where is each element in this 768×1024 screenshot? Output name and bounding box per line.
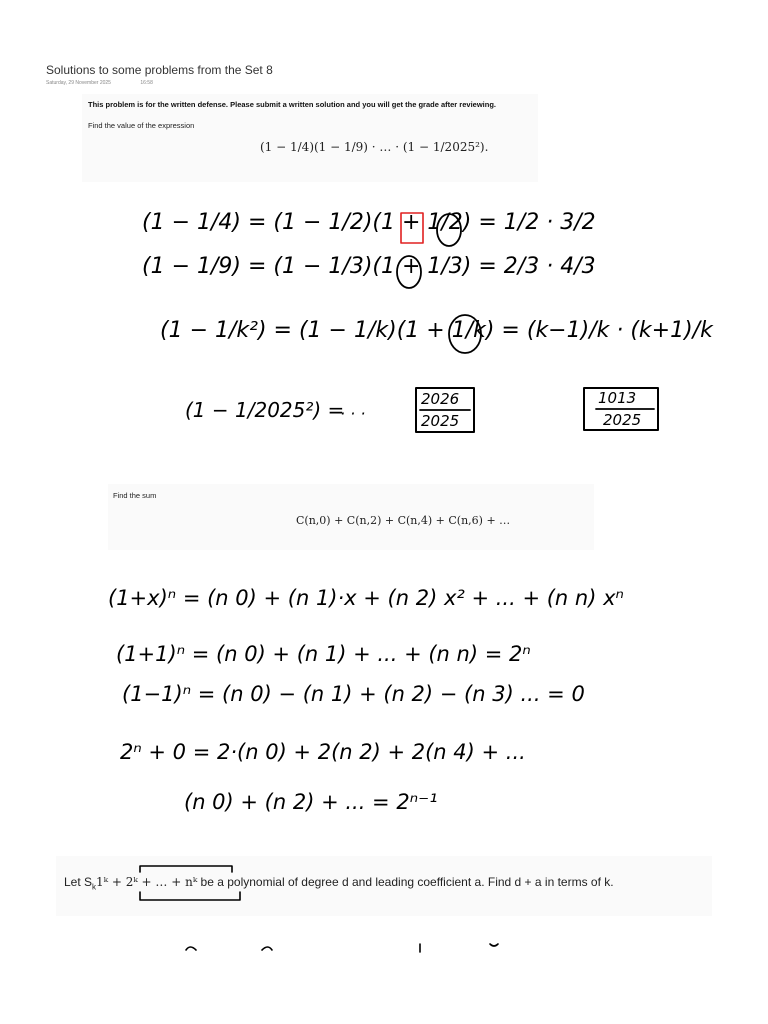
problem3-sub: k — [92, 882, 97, 892]
fraction1-denominator: 2025 — [421, 412, 460, 430]
hw1-line1: (1 − 1/4) = (1 − 1/2)(1 + 1/2) = 1/2 · 3/2 — [142, 210, 596, 235]
page-title: Solutions to some problems from the Set 8 — [46, 63, 273, 77]
hw1-line2: (1 − 1/9) = (1 − 1/3)(1 + 1/3) = 2/3 · 4/3 — [142, 254, 596, 279]
fraction2-numerator: 1013 — [598, 389, 637, 407]
problem3-sum: 1ᵏ + 2ᵏ + … + nᵏ — [96, 875, 198, 889]
fraction1-numerator: 2026 — [421, 390, 460, 408]
problem2-prompt: Find the sum — [113, 491, 157, 500]
problem1-prompt: Find the value of the expression — [88, 121, 195, 130]
hw2-line4: 2ⁿ + 0 = 2·(n 0) + 2(n 2) + 2(n 4) + ... — [120, 740, 526, 764]
problem3-prefix: Let S — [64, 875, 93, 889]
fraction2-denominator: 2025 — [603, 411, 642, 429]
hw2-line5: (n 0) + (n 2) + ... = 2ⁿ⁻¹ — [184, 790, 438, 814]
problem2-expression: C(n,0) + C(n,2) + C(n,4) + C(n,6) + … — [296, 514, 511, 527]
note-time: 16:58 — [140, 80, 153, 86]
hw2-line1: (1+x)ⁿ = (n 0) + (n 1)·x + (n 2) x² + ... + (n n) xⁿ — [108, 586, 624, 610]
note-date: Saturday, 29 November 2025 — [46, 80, 111, 86]
problem1-expression: (1 − 1/4)(1 − 1/9) · … · (1 − 1/2025²). — [260, 140, 489, 154]
problem3-rest: be a polynomial of degree d and leading coefficient a. Find d + a in terms of k. — [197, 875, 614, 889]
hw1-line3: (1 − 1/k²) = (1 − 1/k)(1 + 1/k) = (k−1)/k · (k+1)/k — [160, 318, 713, 343]
hw2-line2: (1+1)ⁿ = (n 0) + (n 1) + ... + (n n) = 2ⁿ — [116, 642, 531, 666]
hw2-line3: (1−1)ⁿ = (n 0) − (n 1) + (n 2) − (n 3) ... = 0 — [122, 682, 585, 706]
problem1-instruction: This problem is for the written defense. Please submit a written solution and you will get the grade after reviewing. — [88, 100, 496, 109]
hw1-line4-left: (1 − 1/2025²) = — [185, 398, 345, 422]
hw1-line4-dots: · · · — [340, 404, 366, 423]
